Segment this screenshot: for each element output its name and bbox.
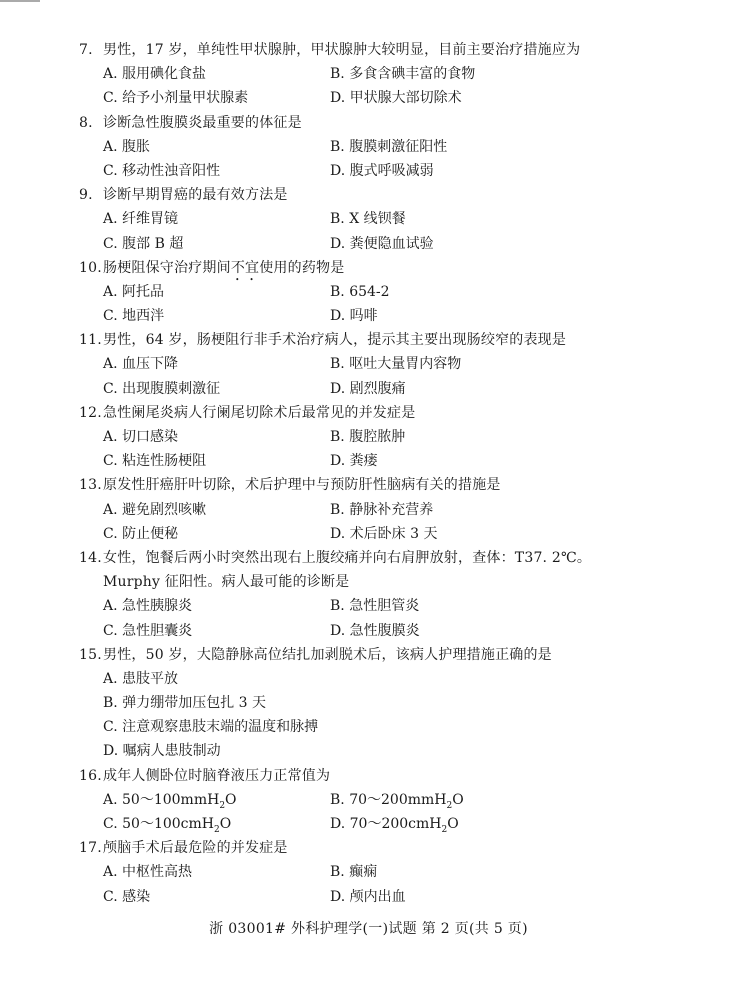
option-row [79,691,679,715]
option-d[interactable]: D. 剧烈腹痛 [330,380,406,397]
option-c[interactable]: C. 出现腹膜刺激征 [103,380,221,397]
emphasis-text: 不宜 [230,259,260,276]
option-c[interactable]: C. 粘连性肠梗阻 [103,453,207,470]
option-a[interactable]: A. 50～100mmH$_2$O [103,791,237,811]
question-11 [79,328,679,401]
question-stem [79,328,679,352]
option-a[interactable]: A. 急性胰腺炎 [103,598,193,615]
option-c[interactable]: C. 50～100cmH$_2$O [103,816,232,835]
question-14 [79,546,679,643]
question-stem [79,256,679,280]
option-d[interactable]: D. 急性腹膜炎 [330,622,420,639]
question-number: 14. [79,549,102,566]
question-number: 13. [79,477,102,494]
option-c[interactable]: C. 地西泮 [103,308,165,325]
option-d[interactable]: D. 粪瘘 [330,453,378,470]
option-c[interactable]: C. 腹部 B 超 [103,235,184,252]
option-b[interactable]: B. 癫痫 [330,864,378,881]
option-row [79,498,679,522]
option-c[interactable]: C. 急性胆囊炎 [103,622,193,639]
question-number: 9. [79,187,93,204]
option-d[interactable]: D. 术后卧床 3 天 [330,525,438,542]
option-row [79,159,679,183]
option-d[interactable]: D. 嘱病人患肢制动 [103,743,221,760]
question-stem-continued [79,570,679,594]
question-number: 16. [79,767,102,784]
question-stem [79,764,679,788]
question-text: 颅脑手术后最危险的并发症是 [103,840,288,857]
question-stem [79,473,679,497]
option-b[interactable]: B. 腹腔脓肿 [330,429,406,445]
question-text: 男性，50 岁，大隐静脉高位结扎加剥脱术后，该病人护理措施正确的是 [103,646,552,663]
option-b[interactable]: B. 静脉补充营养 [330,501,434,518]
option-c[interactable]: C. 给予小剂量甲状腺素 [103,90,249,107]
option-d[interactable]: D. 粪便隐血试验 [330,235,434,252]
option-b[interactable]: B. 急性胆管炎 [330,598,420,615]
question-text: 男性，64 岁，肠梗阻行非手术治疗病人，提示其主要出现肠绞窄的表现是 [103,332,567,349]
question-number: 10. [79,259,102,276]
option-d[interactable]: D. 腹式呼吸减弱 [330,162,434,179]
question-text: 成年人侧卧位时脑脊液压力正常值为 [103,767,331,784]
option-b[interactable]: B. 腹膜刺激征阳性 [330,138,448,155]
option-row [79,594,679,618]
option-row [79,425,679,449]
question-7 [79,38,679,111]
question-number: 7. [79,42,93,58]
option-b[interactable]: B. 弹力绷带加压包扎 3 天 [103,695,267,712]
option-b[interactable]: B. 70～200mmH$_2$O [330,791,464,811]
question-12 [79,401,679,474]
question-stem [79,111,679,135]
page-footer: 浙 03001# 外科护理学(一)试题 第 2 页(共 5 页) [209,921,528,937]
question-text-continued: Murphy 征阳性。病人最可能的诊断是 [103,574,350,591]
scan-edge-mark [0,0,40,2]
option-row [79,449,679,473]
question-number: 11. [79,332,102,349]
question-number: 17. [79,840,102,857]
question-number: 15. [79,646,102,663]
option-row [79,860,679,884]
option-row [79,812,679,836]
question-stem [79,836,679,860]
question-16 [79,764,679,837]
option-c[interactable]: C. 注意观察患肢末端的温度和脉搏 [103,719,319,736]
option-a[interactable]: A. 切口感染 [103,429,179,445]
question-9 [79,183,679,256]
option-row [79,788,679,812]
option-d[interactable]: D. 甲状腺大部切除术 [330,90,462,107]
option-c[interactable]: C. 感染 [103,888,151,905]
question-stem [79,38,679,62]
question-text: 男性，17 岁，单纯性甲状腺肿，甲状腺肿大较明显，目前主要治疗措施应为 [103,42,581,58]
option-row [79,885,679,909]
option-row [79,62,679,86]
option-a[interactable]: A. 阿托品 [103,283,165,300]
question-text-post: 使用的药物是 [259,259,345,276]
question-number: 8. [79,114,93,131]
question-text-pre: 肠梗阻保守治疗期间 [103,259,231,276]
option-row [79,135,679,159]
option-a[interactable]: A. 患肢平放 [103,670,179,687]
option-b[interactable]: B. 呕吐大量胃内容物 [330,356,462,373]
option-row [79,86,679,110]
option-a[interactable]: A. 腹胀 [103,138,151,155]
question-stem [79,401,679,425]
option-row [79,352,679,376]
question-text: 女性，饱餐后两小时突然出现右上腹绞痛并向右肩胛放射，查体：T37. 2℃。 [103,549,592,566]
option-c[interactable]: C. 防止便秘 [103,525,179,542]
question-list [79,38,679,909]
question-stem [79,183,679,207]
option-a[interactable]: A. 血压下降 [103,356,179,373]
question-text: 急性阑尾炎病人行阑尾切除术后最常见的并发症是 [103,404,416,421]
question-8 [79,111,679,184]
option-row [79,304,679,328]
option-row [79,377,679,401]
question-17 [79,836,679,909]
question-10 [79,256,679,329]
question-stem [79,546,679,570]
option-b[interactable]: B. 多食含碘丰富的食物 [330,66,476,83]
option-row [79,715,679,739]
option-a[interactable]: A. 服用碘化食盐 [103,66,207,83]
option-row [79,667,679,691]
option-row [79,739,679,763]
question-13 [79,473,679,546]
question-15 [79,643,679,764]
option-b[interactable]: B. X 线钡餐 [330,211,406,228]
question-stem [79,643,679,667]
option-row [79,232,679,256]
option-row [79,207,679,231]
option-a[interactable]: A. 避免剧烈咳嗽 [103,501,207,518]
option-row [79,280,679,304]
option-c[interactable]: C. 移动性浊音阳性 [103,162,221,179]
option-a[interactable]: A. 纤维胃镜 [103,211,179,228]
option-d[interactable]: D. 70～200cmH$_2$O [330,816,459,835]
option-b[interactable]: B. 654-2 [330,283,390,300]
option-d[interactable]: D. 颅内出血 [330,888,406,905]
option-a[interactable]: A. 中枢性高热 [103,864,193,881]
question-text: 诊断急性腹膜炎最重要的体征是 [103,114,302,131]
option-row [79,619,679,643]
option-d[interactable]: D. 吗啡 [330,308,378,325]
question-text: 诊断早期胃癌的最有效方法是 [103,187,288,204]
option-row [79,522,679,546]
question-number: 12. [79,404,102,421]
question-text: 原发性肝癌肝叶切除，术后护理中与预防肝性脑病有关的措施是 [103,477,501,494]
